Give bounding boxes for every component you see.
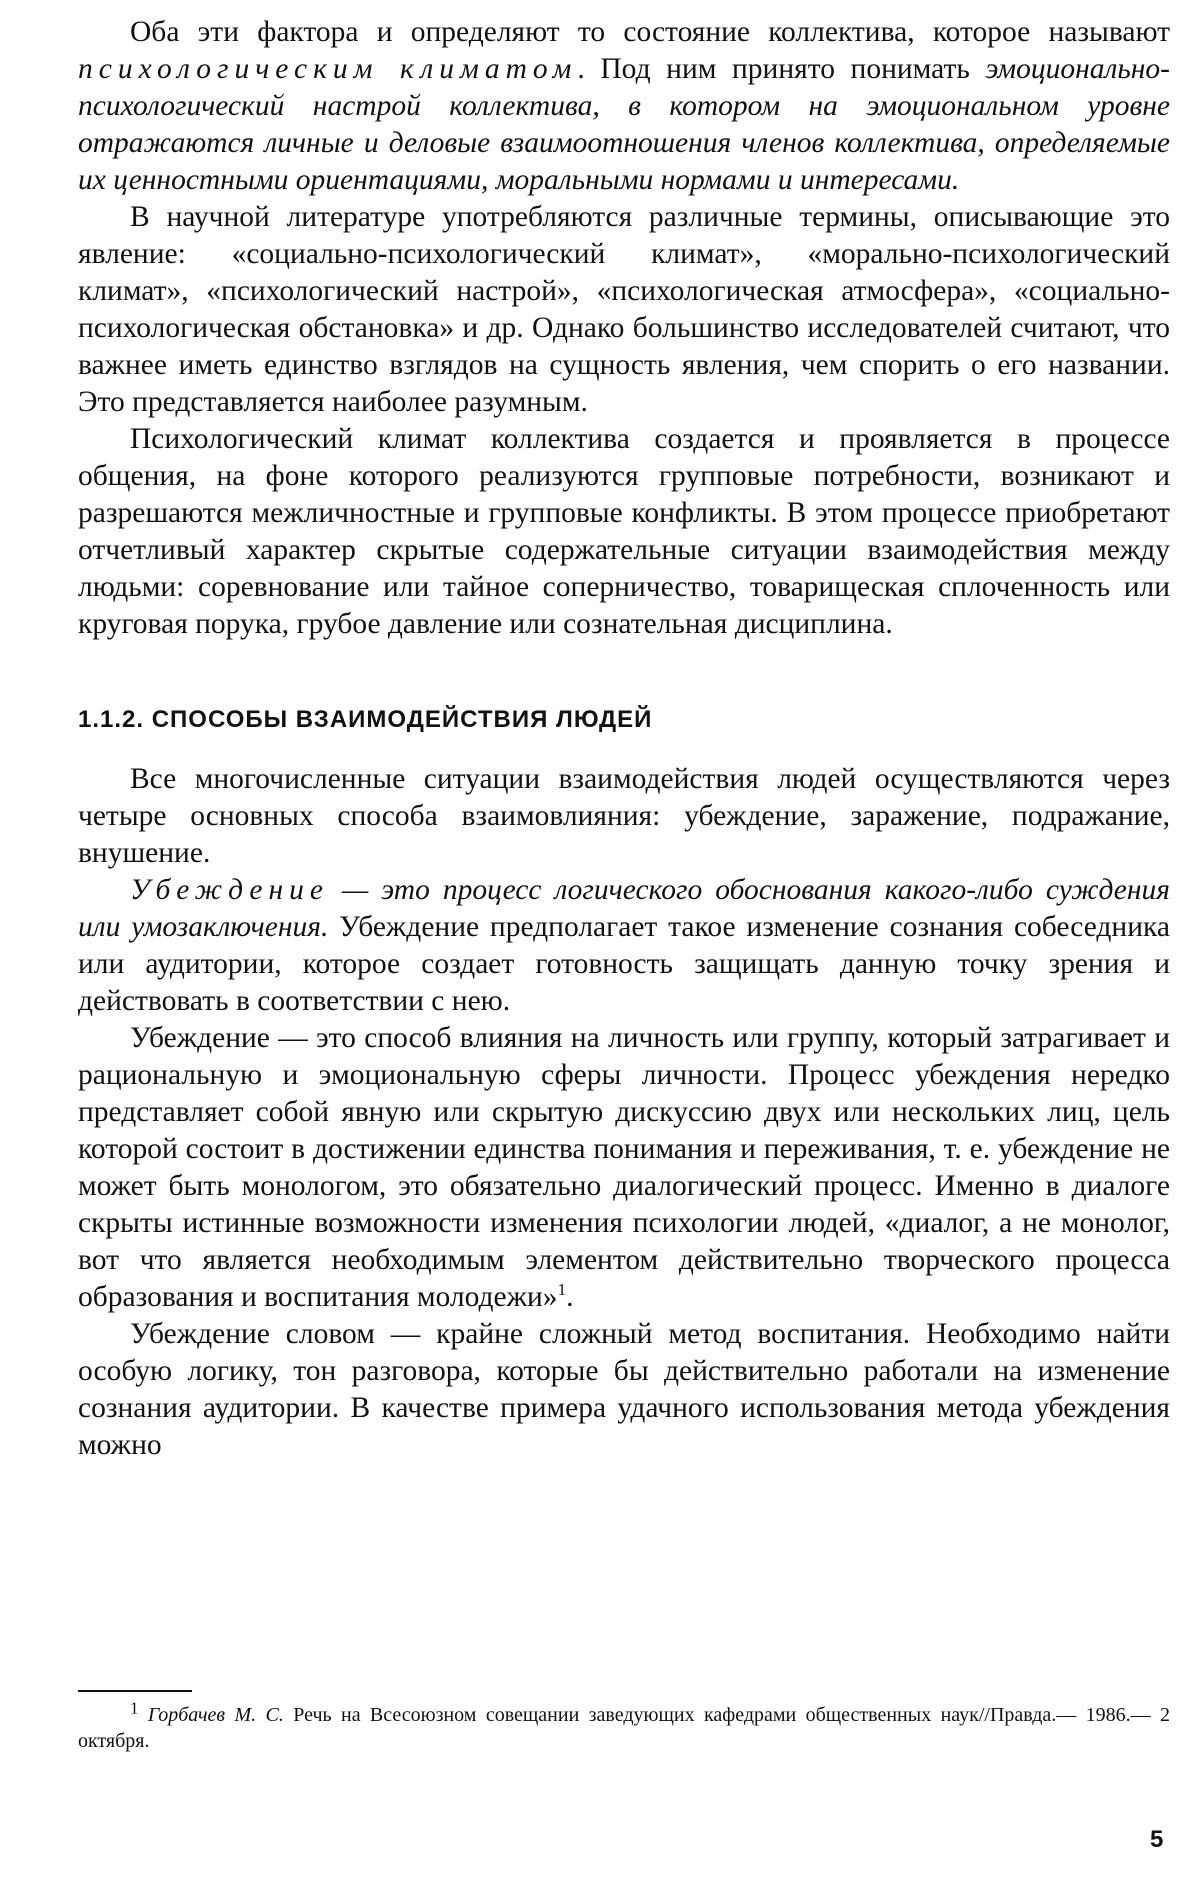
page-body	[78, 14, 1170, 1464]
text-run: . Под ним принято понимать	[577, 53, 986, 85]
italic-definition: — это процесс логического обоснования какого-либо суждения или умозаключения.	[78, 874, 1170, 943]
italic-definition: эмоционально-психологический настрой коллектива, в котором на эмоциональном уровне отражаются личные и деловые взаимоотношения членов коллектива, определяемые их ценностными ориентациями, моральными нормами и интересами.	[78, 53, 1170, 196]
footnote-text: Речь на Всесоюзном совещании заведующих кафедрами общественных наук//Правда.— 1986.— 2 октября.	[78, 1704, 1171, 1752]
page-number: 5	[1150, 1826, 1164, 1853]
spaced-term: психологическим климатом	[78, 53, 578, 85]
text-run: Оба эти фактора и определяют то состояние коллектива, которое называют	[130, 16, 1170, 48]
paragraph-persuasion-dialogue	[78, 1020, 1170, 1316]
paragraph-persuasion-definition	[78, 872, 1170, 1020]
footnote-author: Горбачев М. С.	[147, 1704, 284, 1726]
paragraph-psychological-climate	[78, 14, 1170, 199]
paragraph-persuasion-word: Убеждение словом — крайне сложный метод воспитания. Необходимо найти особую логику, тон разговора, которые бы действительно работали на изменение сознания аудитории. В качестве примера удачного использования метода убеждения можно	[78, 1318, 1170, 1461]
paragraph-four-methods: Все многочисленные ситуации взаимодействия людей осуществляются через четыре основных способа взаимовлияния: убеждение, заражение, подражание, внушение.	[78, 763, 1170, 869]
text-run: .	[566, 1281, 574, 1313]
footnote	[78, 1698, 1171, 1754]
paragraph-communication: Психологический климат коллектива создается и проявляется в процессе общения, на фоне которого реализуются групповые потребности, возникают и разрешаются межличностные и групповые конфликты. В этом процессе приобретают отчетливый характер скрытые содержательные ситуации взаимодействия между людьми: соревнование или тайное соперничество, товарищеская сплоченность или круговая порука, грубое давление или сознательная дисциплина.	[78, 423, 1170, 640]
footnote-marker: 1	[130, 1698, 139, 1718]
section-heading: 1.1.2. СПОСОБЫ ВЗАИМОДЕЙСТВИЯ ЛЮДЕЙ	[78, 706, 653, 733]
footnote-reference: 1	[557, 1280, 567, 1300]
paragraph-terms: В научной литературе употребляются различные термины, описывающие это явление: «социально-психологический климат», «морально-психологический климат», «психологический настрой», «психологическая атмосфера», «социально-психологическая обстановка» и др. Однако большинство исследователей считают, что важнее иметь единство взглядов на сущность явления, чем спорить о его названии. Это представляется наиболее разумным.	[78, 201, 1170, 418]
spaced-term: Убеждение	[130, 874, 329, 906]
footnote-divider	[78, 1690, 192, 1692]
text-run: Убеждение предполагает такое изменение сознания собеседника или аудитории, которое создает готовность защищать данную точку зрения и действовать в соответствии с нею.	[78, 911, 1170, 1017]
text-run: Убеждение — это способ влияния на личность или группу, который затрагивает и рациональную и эмоциональную сферы личности. Процесс убеждения нередко представляет собой явную или скрытую дискуссию двух или нескольких лиц, цель которой состоит в достижении единства понимания и переживания, т. е. убеждение не может быть монологом, это обязательно диалогический процесс. Именно в диалоге скрыты истинные возможности изменения психологии людей, «диалог, а не монолог, вот что является необходимым элементом действительно творческого процесса образования и воспитания молодежи»	[78, 1022, 1170, 1313]
